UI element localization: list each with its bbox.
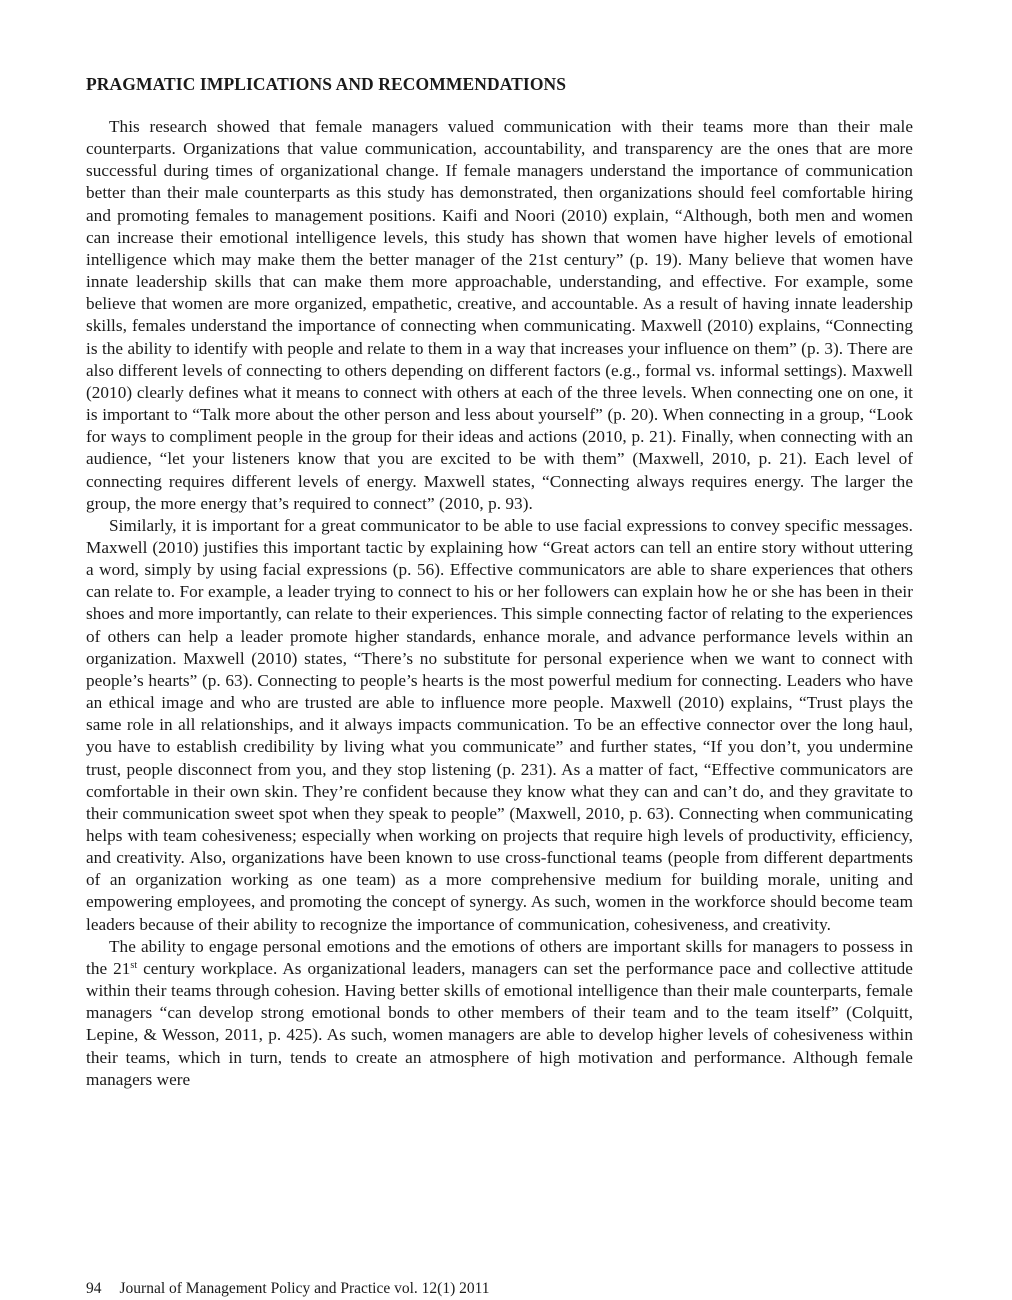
- journal-citation: Journal of Management Policy and Practice vol. 12(1) 2011: [119, 1280, 490, 1297]
- paragraph-2: Similarly, it is important for a great communicator to be able to use facial expressions to convey specific messages. Maxwell (2010) justifies this important tactic by explaining how “Great actors can tell an entire story without uttering a word, simply by using facial expressions (p. 56). Effective communicators are able to share experiences that others can relate to. For example, a leader trying to connect to his or her followers can explain how he or she has been in their shoes and more importantly, can relate to their experiences. This simple connecting factor of relating to the experiences of others can help a leader promote higher standards, enhance morale, and advance performance levels within an organization. Maxwell (2010) states, “There’s no substitute for personal experience when we want to connect with people’s hearts” (p. 63). Connecting to people’s hearts is the most powerful medium for connecting. Leaders who have an ethical image and who are trusted are able to influence more people. Maxwell (2010) explains, “Trust plays the same role in all relationships, and it always impacts communication. To be an effective connector over the long haul, you have to establish credibility by living what you communicate” and further states, “If you don’t, you undermine trust, people disconnect from you, and they stop listening (p. 231). As a matter of fact, “Effective communicators are comfortable in their own skin. They’re confident because they know what they can and can’t do, and they gravitate to their communication sweet spot when they speak to people” (Maxwell, 2010, p. 63). Connecting when communicating helps with team cohesiveness; especially when working on projects that require high levels of productivity, efficiency, and creativity. Also, organizations have been known to use cross-functional teams (people from different departments of an organization working as one team) as a more comprehensive medium for building morale, uniting and empowering employees, and promoting the concept of synergy. As such, women in the workforce should become team leaders because of their ability to recognize the importance of communication, cohesiveness, and creativity.: [86, 515, 913, 934]
- paragraph-3: [86, 936, 913, 1091]
- paragraph-3-start: The ability to engage personal emotions and the emotions of others are important skills for managers to possess in the 21: [86, 936, 913, 978]
- paragraph-3-rest: century workplace. As organizational leaders, managers can set the performance pace and collective attitude within their teams through cohesion. Having better skills of emotional intelligence than their male counterparts, female managers “can develop strong emotional bonds to other members of their team and to the team itself” (Colquitt, Lepine, & Wesson, 2011, p. 425). As such, women managers are able to develop higher levels of cohesiveness within their teams, which in turn, tends to create an atmosphere of high motivation and performance. Although female managers were: [86, 958, 913, 1089]
- paragraph-1: This research showed that female managers valued communication with their teams more than their male counterparts. Organizations that value communication, accountability, and transparency are the ones that are more successful during times of organizational change. If female managers understand the importance of communication better than their male counterparts as this study has demonstrated, then organizations should feel comfortable hiring and promoting females to management positions. Kaifi and Noori (2010) explain, “Although, both men and women can increase their emotional intelligence levels, this study has shown that women have higher levels of emotional intelligence which may make them the better manager of the 21st century” (p. 19). Many believe that women have innate leadership skills that can make them more approachable, understanding, and effective. For example, some believe that women are more organized, empathetic, creative, and accountable. As a result of having innate leadership skills, females understand the importance of connecting when communicating. Maxwell (2010) explains, “Connecting is the ability to identify with people and relate to them in a way that increases your influence on them” (p. 3). There are also different levels of connecting to others depending on different factors (e.g., formal vs. informal settings). Maxwell (2010) clearly defines what it means to connect with others at each of the three levels. When connecting one on one, it is important to “Talk more about the other person and less about yourself” (p. 20). When connecting in a group, “Look for ways to compliment people in the group for their ideas and actions (2010, p. 21). Finally, when connecting with an audience, “let your listeners know that you are excited to be with them” (Maxwell, 2010, p. 21). Each level of connecting requires different levels of energy. Maxwell states, “Connecting always requires energy. The larger the group, the more energy that’s required to connect” (2010, p. 93).: [86, 117, 913, 513]
- page-footer: [86, 1280, 490, 1298]
- section-heading: PRAGMATIC IMPLICATIONS AND RECOMMENDATIONS: [86, 74, 567, 94]
- page-number: 94: [86, 1280, 102, 1297]
- ordinal-superscript: st: [130, 959, 138, 971]
- body-text: [86, 116, 913, 1091]
- journal-page: [86, 0, 913, 1300]
